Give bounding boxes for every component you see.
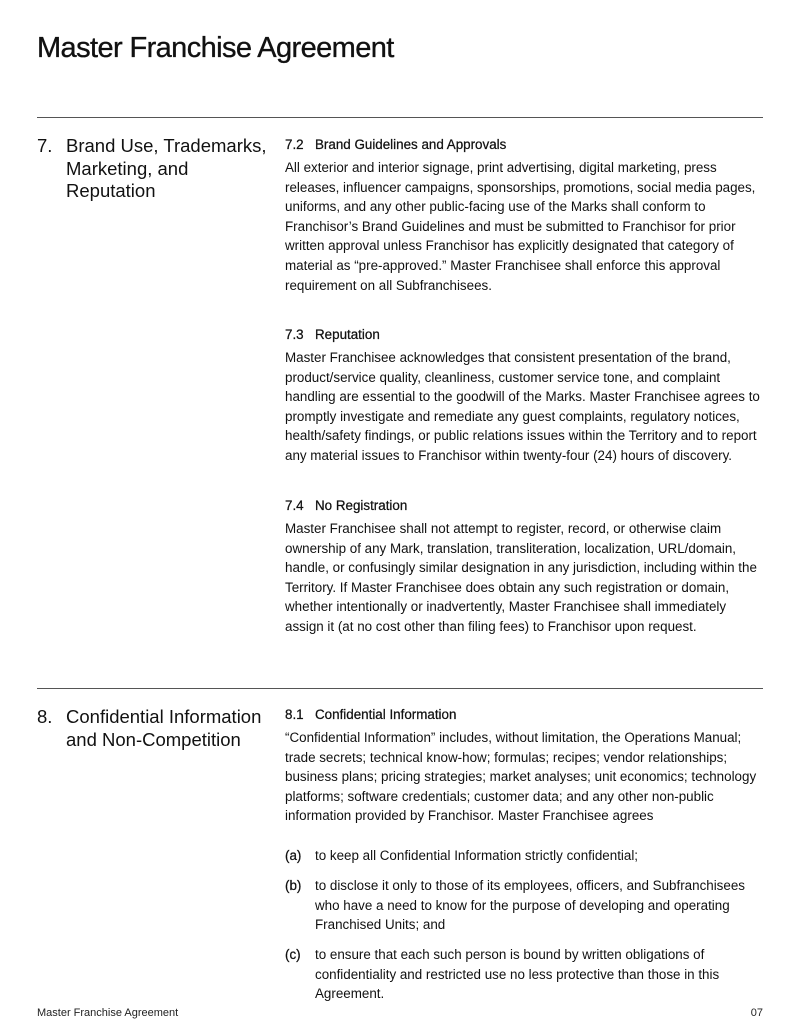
clause-title: No Registration xyxy=(315,498,408,513)
clause-heading xyxy=(285,325,763,344)
section-title: Brand Use, Trademarks, Marketing, and Reputation xyxy=(66,135,267,201)
section-divider xyxy=(37,688,763,689)
section-divider xyxy=(37,117,763,118)
clause-text: “Confidential Information” includes, without limitation, the Operations Manual; trade secrets; technical know-how; formulas; recipes; vendor relationships; business plans; pricing strategies; market analyses; unit economics; technology platforms; software credentials; customer data; and any other non-public information provided by Franchisor. Master Franchisee agrees xyxy=(285,730,757,824)
clause-heading xyxy=(285,496,763,515)
clause-text: All exterior and interior signage, print advertising, digital marketing, press releases, influencer campaigns, sponsorships, promotions, social media pages, uniforms, and any other public-facing use of the Marks shall conform to Franchisor’s Brand Guidelines and must be submitted to Franchisor for prior written approval unless Franchisor has explicitly designated that category of material as “pre-approved.” Master Franchisee shall enforce this approval requirement on all Subfranchisees. xyxy=(285,160,756,293)
list-item-label: (c) xyxy=(285,947,301,962)
footer-page-number: 07 xyxy=(750,1007,763,1019)
clause-text: Master Franchisee shall not attempt to register, record, or otherwise claim ownership of any Mark, translation, transliteration, localization, URL/domain, handle, or confusingly similar designation in any jurisdiction, including within the Territory. If Master Franchisee does obtain any such registration or domain, whether intentionally or inadvertently, Master Franchisee shall immediately assign it (at no cost other than filing fees) to Franchisor upon request. xyxy=(285,521,757,634)
list-item-c xyxy=(285,945,763,1004)
clause-number: 7.2 xyxy=(285,137,304,152)
clause-title: Confidential Information xyxy=(315,707,457,722)
clause-title: Brand Guidelines and Approvals xyxy=(315,137,507,152)
section-number: 7. xyxy=(37,135,53,156)
clause-7-2 xyxy=(285,135,763,295)
list-item-text: to disclose it only to those of its employees, officers, and Subfranchisees who have a need to know for the purpose of developing and operating Franchised Units; and xyxy=(315,878,745,933)
clause-8-1 xyxy=(285,705,763,826)
page-title: Master Franchise Agreement xyxy=(37,32,394,64)
clause-number: 7.4 xyxy=(285,498,304,513)
list-item-a xyxy=(285,846,763,866)
list-item-text: to keep all Confidential Information strictly confidential; xyxy=(315,848,639,863)
section-title: Confidential Information and Non-Competition xyxy=(66,706,262,750)
list-item-label: (b) xyxy=(285,878,302,893)
list-item-label: (a) xyxy=(285,848,302,863)
list-item-b xyxy=(285,876,763,935)
list-item-text: to ensure that each such person is bound by written obligations of confidentiality and restricted use no less protective than those in this Agreement. xyxy=(315,947,720,1002)
section-number: 8. xyxy=(37,706,53,727)
clause-number: 8.1 xyxy=(285,707,304,722)
clause-number: 7.3 xyxy=(285,327,304,342)
clause-text: Master Franchisee acknowledges that consistent presentation of the brand, product/service quality, cleanliness, customer service tone, and complaint handling are essential to the goodwill of the Marks. Master Franchisee agrees to promptly investigate and remediate any guest complaints, regulatory notices, health/safety findings, or public relations issues within the Territory and to report any material issues to Franchisor within twenty-four (24) hours of discovery. xyxy=(285,350,760,463)
clause-title: Reputation xyxy=(315,327,380,342)
clause-7-3 xyxy=(285,325,763,466)
clause-heading xyxy=(285,135,763,154)
footer-document-name: Master Franchise Agreement xyxy=(37,1007,179,1019)
clause-7-4 xyxy=(285,496,763,637)
clause-heading xyxy=(285,705,763,724)
